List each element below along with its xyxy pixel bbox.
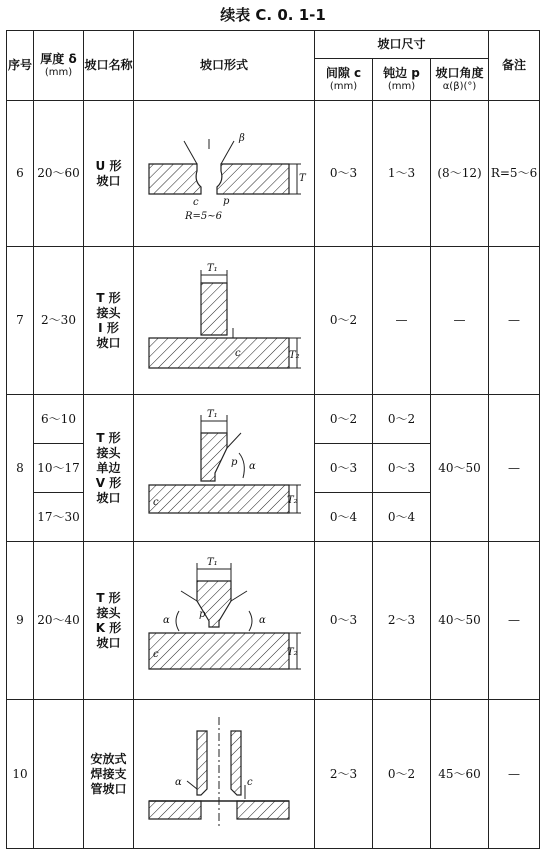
table-row: [7, 247, 540, 395]
t1-label: T₁: [207, 409, 218, 420]
t2-label: T₂: [289, 350, 300, 361]
table-row: [7, 542, 540, 700]
c-label: c: [153, 497, 159, 508]
name-line: 接头: [96, 445, 121, 460]
alpha-label: α: [249, 461, 256, 472]
alpha-label: α: [175, 777, 182, 788]
t-i-groove-drawing: [139, 258, 309, 383]
groove-diagram-branch: [134, 700, 315, 849]
row-root: 1～3: [373, 101, 431, 247]
name-line: T 形: [96, 290, 121, 305]
name-line: 焊接支: [90, 766, 127, 781]
name-line: 接头: [96, 605, 121, 620]
row-root: 0～2: [373, 700, 431, 849]
groove-diagram-t-k: [134, 542, 315, 700]
row-thickness: 2～30: [34, 247, 84, 395]
groove-diagram-u: [134, 101, 315, 247]
groove-diagram-t-single-v: [134, 395, 315, 542]
header-form: 坡口形式: [134, 31, 315, 101]
name-line: 坡口: [96, 635, 121, 650]
header-note: 备注: [489, 31, 540, 101]
row-name: [84, 101, 134, 247]
header-thickness-label: 厚度 δ: [40, 51, 77, 66]
row-name: [84, 395, 134, 542]
beta-label: β: [239, 132, 245, 144]
row-root-sub: 0～3: [373, 444, 431, 493]
t2-label: T₂: [287, 495, 298, 506]
row-angle: 40～50: [431, 542, 489, 700]
header-root-label: 钝边 p: [383, 65, 420, 80]
r-label: R=5~6: [185, 210, 223, 222]
row-seq: 9: [7, 542, 34, 700]
row-thickness: [34, 700, 84, 849]
header-angle-label: 坡口角度: [435, 65, 484, 80]
branch-pipe-groove-drawing: [139, 709, 309, 839]
row-thickness: 20～60: [34, 101, 84, 247]
row-seq: 7: [7, 247, 34, 395]
name-line: V 形: [95, 475, 122, 490]
name-line: T 形: [96, 590, 121, 605]
name-line: K 形: [95, 620, 122, 635]
row-note: —: [489, 247, 540, 395]
row-root: 2～3: [373, 542, 431, 700]
row-name: [84, 542, 134, 700]
header-gap-label: 间隙 c: [325, 65, 362, 80]
row-gap-sub: 0～3: [315, 444, 373, 493]
header-name: 坡口名称: [84, 31, 134, 101]
name-line: 单边: [96, 460, 121, 475]
p-label: p: [199, 608, 206, 620]
header-root: [373, 59, 431, 101]
row-name: [84, 247, 134, 395]
row-thickness-sub: 17～30: [34, 493, 84, 542]
alpha-left-label: α: [163, 614, 170, 626]
row-gap: 2～3: [315, 700, 373, 849]
t-k-groove-drawing: [139, 551, 309, 691]
row-gap: 0～2: [315, 247, 373, 395]
row-gap: 0～3: [315, 101, 373, 247]
row-gap-sub: 0～4: [315, 493, 373, 542]
name-line: 安放式: [90, 751, 127, 766]
name-line: T 形: [96, 430, 121, 445]
name-line: 坡口: [96, 335, 121, 350]
name-line: 坡口: [96, 490, 121, 505]
row-root: —: [373, 247, 431, 395]
alpha-right-label: α: [259, 614, 266, 626]
name-line: U 形: [95, 158, 122, 173]
row-angle: (8～12): [431, 101, 489, 247]
t-single-v-groove-drawing: [139, 403, 309, 533]
header-gap: [315, 59, 373, 101]
row-seq: 6: [7, 101, 34, 247]
t-label: T: [299, 172, 306, 184]
row-gap-sub: 0～2: [315, 395, 373, 444]
row-root-sub: 0～4: [373, 493, 431, 542]
groove-table: [6, 30, 540, 849]
header-root-unit: (mm): [387, 80, 416, 92]
row-note: —: [489, 700, 540, 849]
header-seq: 序号: [7, 31, 34, 101]
name-line: 管坡口: [90, 781, 127, 796]
row-root-sub: 0～2: [373, 395, 431, 444]
table-row: [7, 700, 540, 849]
name-line: 坡口: [96, 173, 121, 188]
table-row: [7, 395, 540, 444]
row-seq: 10: [7, 700, 34, 849]
header-thickness: [34, 31, 84, 101]
row-angle: —: [431, 247, 489, 395]
t2-label: T₂: [287, 646, 298, 658]
row-thickness-sub: 10～17: [34, 444, 84, 493]
row-thickness: 20～40: [34, 542, 84, 700]
name-line: 接头: [96, 305, 121, 320]
row-note: —: [489, 395, 540, 542]
header-thickness-unit: (mm): [44, 66, 73, 78]
row-seq: 8: [7, 395, 34, 542]
table-caption: 续表 C. 0. 1-1: [220, 6, 326, 24]
row-note: —: [489, 542, 540, 700]
c-label: c: [153, 648, 159, 660]
p-label: p: [223, 195, 230, 207]
header-gap-unit: (mm): [329, 80, 358, 92]
header-size-group: 坡口尺寸: [315, 31, 489, 59]
t1-label: T₁: [207, 263, 218, 274]
row-note: R=5～6: [489, 101, 540, 247]
row-gap: 0～3: [315, 542, 373, 700]
p-label: p: [231, 457, 238, 468]
row-name: [84, 700, 134, 849]
groove-diagram-t-i: [134, 247, 315, 395]
c-label: c: [193, 196, 199, 208]
c-label: c: [235, 348, 241, 359]
row-angle: 40～50: [431, 395, 489, 542]
t1-label: T₁: [207, 556, 218, 568]
row-thickness-sub: 6～10: [34, 395, 84, 444]
table-row: [7, 101, 540, 247]
u-groove-drawing: [139, 119, 309, 229]
row-angle: 45～60: [431, 700, 489, 849]
c-label: c: [247, 777, 253, 788]
name-line: I 形: [98, 320, 119, 335]
header-angle-unit: α(β)(°): [442, 80, 477, 92]
header-angle: [431, 59, 489, 101]
